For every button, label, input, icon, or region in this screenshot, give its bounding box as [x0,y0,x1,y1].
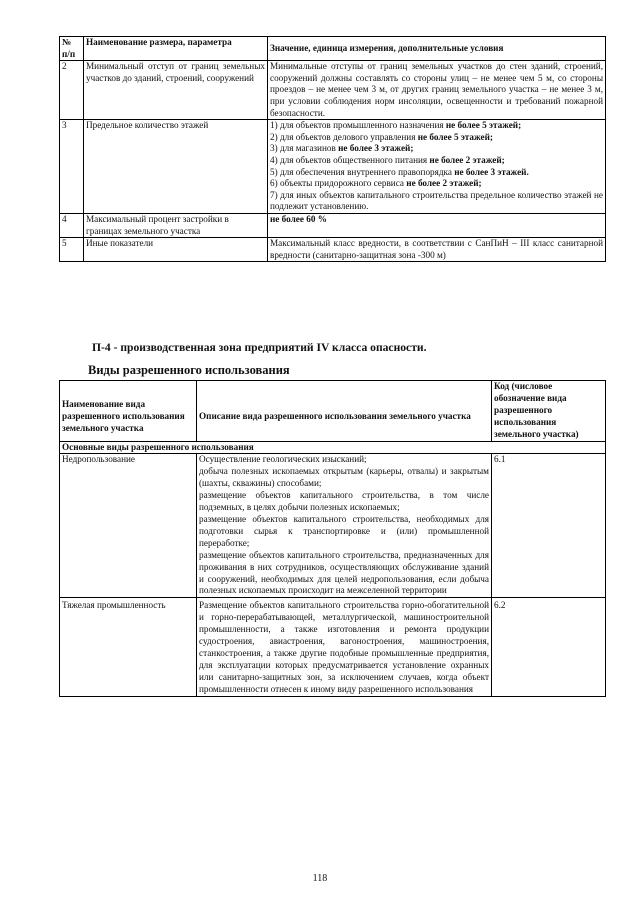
permitted-use-table [59,380,606,697]
table-row [60,238,606,262]
row-param-name: Иные показатели [84,238,268,262]
table-row [60,120,606,214]
row-num: 4 [60,213,84,237]
floor-limit-item: 4) для объектов общественного питания не более 2 этажей; [270,154,505,165]
use-name: Тяжелая промышленность [60,598,197,696]
use-code: 6.1 [492,454,606,598]
row-param-value: Минимальные отступы от границ земельных участков до стен зданий, строений, сооружений должны составлять со стороны улиц – не менее чем 5 м, со стороны проездов – не менее чем 3 м, от других границ земельного участка – не менее 3 м, при условии соблюдения норм инсоляции, освещенности и требований пожарной безопасности. [268,61,606,120]
row-param-value: не более 60 % [268,213,606,237]
section-row-label: Основные виды разрешенного использования [60,441,606,454]
subsection-title: Виды разрешенного использования [88,363,290,377]
table-header-row [60,37,606,61]
header-param-name: Наименование размера, параметра [84,37,268,61]
floor-limit-item: 7) для иных объектов капитального строительства предельное количество этажей не подлежит установлению. [270,189,603,212]
header-num: № п/п [60,37,84,61]
floor-limit-item: 6) объекты придорожного сервиса не более 2 этажей; [270,178,482,189]
use-description: Осуществление геологических изысканий; добыча полезных ископаемых открытым (карьеры, отвалы) и закрытым (шахты, скважины) способами; размещение объектов капитального строительства, в том числе подземных, в целях добычи полезных ископаемых; размещение объектов капитального строительства, необходимых для подготовки сырья к транспортировке и (или) промышленной переработке; размещение объектов капитального строительства, предназначенных для проживания в них сотрудников, осуществляющих обслуживание зданий и сооружений, необходимых для целей недропользования, если добыча полезных ископаемых происходит на межселенной территории [197,454,492,598]
table-row [60,454,606,598]
header-param-value: Значение, единица измерения, дополнительные условия [268,37,606,61]
table-header-row [60,381,606,442]
use-description: Размещение объектов капитального строительства горно-обогатительной и горно-перерабатывающей, металлургической, машиностроительной промышленности, а также изготовления и ремонта продукции судостроения, авиастроения, вагоностроения, машиностроения, станкостроения, а также другие подобные промышленные предприятия, для эксплуатации которых предусматривается установление охранных или санитарно-защитных зон, за исключением случаев, когда объект промышленности отнесен к иному виду разрешенного использования [197,598,492,696]
floor-limit-item: 2) для объектов делового управления не более 5 этажей; [270,131,493,142]
floor-limit-item: 5) для обеспечения внутреннего правопорядка не более 3 этажей. [270,166,529,177]
use-name: Недропользование [60,454,197,598]
header-use-description: Описание вида разрешенного использования земельного участка [197,381,492,442]
header-use-code: Код (числовое обозначение вида разрешенного использования земельного участка) [492,381,606,442]
page-number: 118 [312,873,328,884]
section-title: П-4 - производственная зона предприятий IV класса опасности. [92,341,427,354]
row-num: 2 [60,61,84,120]
row-num: 5 [60,238,84,262]
header-use-name: Наименование вида разрешенного использования земельного участка [60,381,197,442]
parameters-table [59,36,606,262]
use-code: 6.2 [492,598,606,696]
table-row [60,61,606,120]
row-param-name: Минимальный отступ от границ земельных участков до зданий, строений, сооружений [84,61,268,120]
row-param-name: Максимальный процент застройки в границах земельного участка [84,213,268,237]
floor-limit-item: 3) для магазинов не более 3 этажей; [270,143,414,154]
row-param-name: Предельное количество этажей [84,120,268,214]
row-param-value: Максимальный класс вредности, в соответствии с СанПиН – III класс санитарной вредности (санитарно-защитная зона -300 м) [268,238,606,262]
row-param-value [268,120,606,214]
floor-limit-item: 1) для объектов промышленного назначения не более 5 этажей; [270,120,522,131]
table-row [60,213,606,237]
section-row [60,441,606,454]
row-num: 3 [60,120,84,214]
table-row [60,598,606,696]
